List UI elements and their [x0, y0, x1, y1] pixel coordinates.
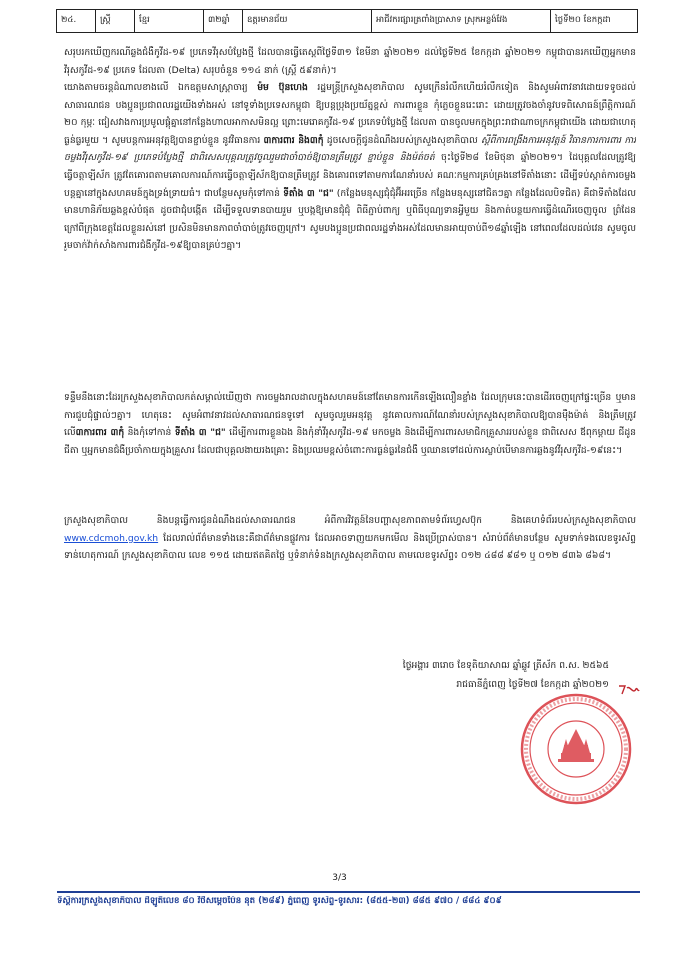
appeal-text-2: រដ្ឋមន្ត្រីក្រសួងសុខាភិបាល សូមក្រើនរំលឹកហើយរំលឹកទៀត និងសូមអំពាវនាវដោយទទូចដល់សាធារណជន បងប្អូនប្រជាពលរដ្ឋយើងទាំងអស់ នៅទូទាំងប្រទេសកម្ពុជា ឱ្យបន្តប្រុងប្រយ័ត្នខ្ពស់ ការពារខ្លួន កុំភ្លេចខ្លួនរេះរោះ ដោយត្រូវចងចាំនូវបទពិសោធន៍ព្រឹត្តិការណ៍ ២០ កុម្ភៈ ជៀសវាងការប្រមូលផ្តុំគ្នានៅកន្លែងហាលអាកាសមិនល្អ ព្រោះមេរោគកូវីដ-១៩ ប្រភេទបំប្លែងថ្មី ដែលតា បានចូលមកក្នុងព្រះរាជាណាចក្រកម្ពុជាយើង ដោយជាហេតុធ្ងន់ធ្ងរមួយ ។ សូមបន្តការអនុវត្តឱ្យបានខ្ជាប់ខ្ជួន នូវវិធានការ [64, 82, 636, 146]
appeal-text-4: ចុះថ្ងៃទី២៨ ខែមិថុនា ឆ្នាំ២០២១។ ដៃបុគ្គលដែលត្រូវឱ្យធ្វើចត្តាឡីស័ក ត្រូវតែគោរពតាមគោលការណ៍ការធ្វើចត្តាឡីស័កឱ្យបានត្រឹមត្រូវ និងគោរពទៅតាមការណែនាំរបស់ គណៈកម្មការគ្រប់គ្រងនៅទីតាំងនោះ ដើម្បីទប់ស្កាត់ការចម្លងបន្តគ្នានៅក្នុងសហគមន៍ក្នុងទ្រង់ទ្រាយធំ។ ជាបន្ថែមសូមកុំទៅកាន់ [64, 152, 636, 199]
summary-text: សរុបរកឃើញករណីឆ្លងជំងឺកូវីដ-១៩ ប្រភេទវីរុសបំប្លែងថ្មី ដែលបានធ្វើតេស្តពីថ្ងៃទី៣១ ខែមីនា ឆ្នាំ២០២១ ដល់ថ្ងៃទី២៥ ខែកក្កដា ឆ្នាំ២០២១ កម្ពុជាបានរកឃើញអ្នកមានវីរុសកូវីដ-១៩ ប្រភេទ ដែលតា (Delta) សរុបចំនួន ១១៤ នាក់ (ស្រ្តី ៥៩នាក់)។ [64, 47, 636, 76]
lunar-date: ថ្ងៃអង្គារ ៣រោច ខែទុតិយាសាឍ ឆ្នាំឆ្លូវ ត្រីស័ក ព.ស. ២៥៦៥ [402, 660, 609, 671]
community-text-3: ដើម្បីការពារខ្លួនឯង និងកុំនាំវីរុសកូវីដ-១៩ មកចម្លង និងដើម្បីការពារសមាជិកគ្រួសាររបស់ខ្លួន ជាពិសេស ឪពុកម្តាយ ជីដូន ជីតា ឬអ្នកមានជំងឺប្រចាំកាយក្នុងគ្រួសារ ដែលជាបុគ្គលងាយរងគ្រោះ និងប្រឈមខ្ពស់ចំពោះការធ្ងន់ធ្ងរនៃជំងឺ ឬឈានទៅដល់ការស្លាប់បើមានការឆ្លងនូវវីរុសកូវីដ-១៩នេះ។ [64, 427, 636, 456]
paragraph-appeal [64, 79, 636, 361]
website-link[interactable]: www.cdcmoh.gov.kh [64, 532, 159, 544]
places-highlight: ទីតាំង ៣ "ជ" [283, 187, 334, 199]
case-date: ថ្ងៃទី២០ ខែកក្កដា [551, 10, 638, 33]
case-location: អាជីវករផ្សារត្រពាំងប្រាសាទ ស្រុកអន្លង់វែង [372, 10, 551, 33]
case-number: ២៤. [57, 10, 96, 33]
table-row [57, 10, 638, 33]
appeal-text-1: យោងតាមចរន្តដំណាលខាងលើ ឯកឧត្តមសាស្ត្រាចារ្យ [64, 82, 258, 93]
case-age: ៣២ឆ្នាំ [204, 10, 243, 33]
paragraph-summary [64, 44, 636, 80]
case-nationality: ខ្មែរ [135, 10, 204, 33]
case-table [56, 9, 638, 33]
appeal-text-5: (កន្លែងមនុស្សជុំជុំអ៊ីអរច្រើន កន្លែងមនុស្សនៅជិតៗគ្នា កន្លែងដែលបិទជិត) គឺជាទីតាំងដែលមានហានិភ័យឆ្លងខ្ពស់បំផុត ដូចជាជុំបង្កើត ដើម្បីទទួលទានបាយរួម ឬបង្កឱ្យមានជុំជុំ ពិធីភ្ជាប់ពាក្យ ឬពិធីបុណ្យទានអ្វីមួយ និងកាត់បន្ថយការធ្វើដំណើរចេញចូល ព្រំដែន ក្រៅពីក្រុងខេត្តដែលខ្លួនរស់នៅ ប្រសិនមិនមានភាពចាំបាច់ត្រូវចេញក្រៅ។ សូមបងប្អូនប្រជាពលរដ្ឋទាំងអស់ដែលមានអាយុចាប់ពី១៨ឆ្នាំឡើង នៅពេលដែលដល់វេន សូមចូលរួមចាក់វ៉ាក់សាំងការពារជំងឺកូវីដ-១៩ឱ្យបានគ្រប់ៗគ្នា។ [64, 187, 636, 252]
minister-name: ម៉ម ប៊ុនហេង [257, 82, 308, 93]
case-sex: ស្រ្តី [96, 10, 135, 33]
case-origin: ឧត្តរមានជ័យ [243, 10, 372, 33]
measures-highlight: ៣ការពារ និង៣កុំ [263, 134, 324, 146]
community-text-2: និងកុំទៅកាន់ [124, 427, 175, 439]
footer-divider [57, 891, 640, 893]
contact-text-1: ក្រសួងសុខាភិបាល និងបន្តធ្វើការជូនដំណឹងដល់សាធារណជន អំពីការវិវត្តន៍នៃបញ្ហាសុខភាពតាមទំព័រហ្វេសប៊ុក និងគេហទំព័ររបស់ក្រសួងសុខាភិបាល [64, 515, 636, 526]
measures-highlight-2: ៣ការពារ ៣កុំ [75, 427, 125, 439]
community-text-1: ទន្ទឹមនឹងនោះដែរក្រសួងសុខាភិបាលកត់សម្គាល់ឃើញថា ការចម្លងរាលដាលក្នុងសហគមន៍នៅតែមានការកើនឡើងលឿនខ្លាំង ដែលក្រុមនេះបានដើរចេញក្រៅផ្ទះច្រើន ឬមានការជួបជុំផ្ទាល់ៗគ្នា។ ហេតុនេះ សូមអំពាវនាវដល់សាធារណជនទូទៅ សូមចូលរួមអនុវត្ត នូវគោលការណ៍ណែនាំរបស់ក្រសួងសុខាភិបាលឱ្យបានម៉ឺងម៉ាត់ និងត្រឹមត្រូវ លើ [64, 392, 636, 439]
paragraph-community [64, 389, 636, 504]
places-highlight-2: ទីតាំង ៣ "ជ" [174, 427, 226, 439]
page-number: 3/3 [332, 873, 347, 883]
paragraph-contact [64, 512, 636, 582]
appeal-text-3: ដូចសេចក្តីជូនដំណឹងរបស់ក្រសួងសុខាភិបាល [323, 134, 482, 146]
notice-reference: ស្តីពីការពង្រឹងការអនុវត្តន៍ វិធានការការពារ ការចម្លងវីរុសកូវីដ-១៩ ប្រភេទបំប្លែងថ្មី ជាពិសេសបុគ្គលត្រូវចូលរួមជាចាំបាច់ឱ្យបានត្រឹមត្រូវ ខ្ជាប់ខ្ជួន និងម៉ត់ចត់ [64, 134, 636, 164]
footer-address: ទីស្តីការក្រសួងសុខាភិបាល ដីឡូតិ៍លេខ ៨០ វិថីសម្តេចប៉ែន នុត (២៨៩) ភ្នំពេញ ទូរស័ព្ទ-ទូរសារ: (៨៥៥-២៣) ៨៨៥ ៩៧០ / ៨៨៤ ៩០៩ [57, 896, 502, 906]
official-seal [520, 693, 632, 805]
contact-text-2: ដែលរាល់ព័ត៌មានទាំងនេះគឺជាព័ត៌មានផ្លូវការ ដែលអាចទាញយកមកមើល និងប្រើប្រាស់បាន។ សំរាប់ព័ត៌មានបន្ថែម សូមទាក់ទងលេខទូរស័ព្ទទាន់ហេតុការណ៍ ក្រសួងសុខាភិបាល លេខ ១១៥ ដោយឥតគិតថ្លៃ ឬទំនាក់ទំនងក្រសួងសុខាភិបាល តាមលេខទូរស័ព្ទ៖ ០១២ ៤៨៨ ៩៨១ ឬ ០១២ ៨៣៦ ៨៦៨។ [64, 532, 636, 562]
solar-date: រាជធានីភ្នំពេញ ថ្ងៃទី២៧ ខែកក្កដា ឆ្នាំ២០២១ [456, 679, 609, 690]
